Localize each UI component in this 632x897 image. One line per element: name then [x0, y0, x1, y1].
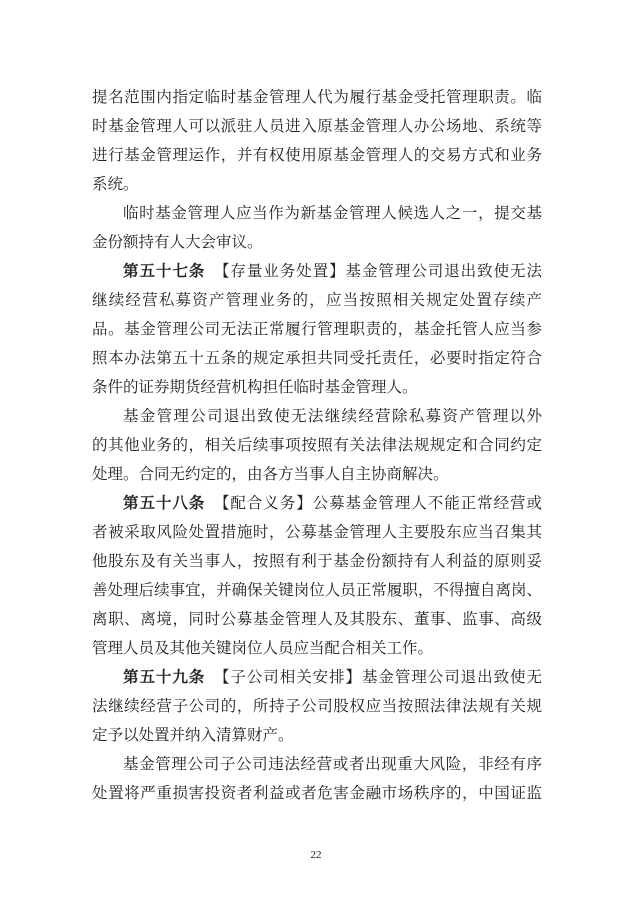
text-line: 第五十九条 【子公司相关安排】基金管理公司退出致使无 — [123, 669, 542, 686]
text-line: 进行基金管理运作，并有权使用原基金管理人的交易方式和业务 — [92, 147, 542, 164]
text-line: 法继续经营子公司的，所持子公司股权应当按照法律法规有关规 — [92, 698, 542, 715]
article-number: 第五十九条 — [123, 669, 206, 686]
text-line: 第五十八条 【配合义务】公募基金管理人不能正常经营或 — [123, 495, 542, 512]
paragraph — [92, 489, 542, 663]
article-number: 第五十八条 — [123, 495, 206, 512]
paragraph — [92, 750, 542, 808]
paragraph — [92, 663, 542, 750]
page-number: 22 — [310, 849, 322, 861]
article-number: 第五十七条 — [123, 263, 206, 280]
text-line: 临时基金管理人应当作为新基金管理人候选人之一，提交基 — [123, 205, 542, 222]
text-line: 提名范围内指定临时基金管理人代为履行基金受托管理职责。临 — [92, 89, 542, 106]
text-line: 离职、离境，同时公募基金管理人及其股东、董事、监事、高级 — [92, 611, 542, 628]
text-line: 第五十七条 【存量业务处置】基金管理公司退出致使无法 — [123, 263, 542, 280]
text-line: 者被采取风险处置措施时，公募基金管理人主要股东应当召集其 — [92, 524, 542, 541]
text-line: 品。基金管理公司无法正常履行管理职责的，基金托管人应当参 — [92, 321, 542, 338]
text-line: 继续经营私募资产管理业务的，应当按照相关规定处置存续产 — [92, 292, 542, 309]
text-line: 处理。合同无约定的，由各方当事人自主协商解决。 — [92, 466, 449, 483]
text-line: 金份额持有人大会审议。 — [92, 234, 263, 251]
text-line: 处置将严重损害投资者利益或者危害金融市场秩序的，中国证监 — [92, 785, 542, 802]
text-line: 善处理后续事宜，并确保关键岗位人员正常履职，不得擅自离岗、 — [92, 582, 542, 599]
text-line: 的其他业务的，相关后续事项按照有关法律法规规定和合同约定 — [92, 437, 542, 454]
paragraph — [92, 199, 542, 257]
document-body — [92, 83, 542, 808]
text-line: 条件的证券期货经营机构担任临时基金管理人。 — [92, 379, 418, 396]
text-line: 系统。 — [92, 176, 139, 193]
text-line: 照本办法第五十五条的规定承担共同受托责任，必要时指定符合 — [92, 350, 542, 367]
paragraph — [92, 402, 542, 489]
text-line: 时基金管理人可以派驻人员进入原基金管理人办公场地、系统等 — [92, 118, 542, 135]
text-line: 基金管理公司退出致使无法继续经营除私募资产管理以外 — [123, 408, 542, 425]
paragraph — [92, 257, 542, 402]
text-line: 管理人员及其他关键岗位人员应当配合相关工作。 — [92, 640, 434, 657]
text-line: 他股东及有关当事人，按照有利于基金份额持有人利益的原则妥 — [92, 553, 542, 570]
text-line: 定予以处置并纳入清算财产。 — [92, 727, 294, 744]
paragraph — [92, 83, 542, 199]
text-line: 基金管理公司子公司违法经营或者出现重大风险，非经有序 — [123, 756, 542, 773]
